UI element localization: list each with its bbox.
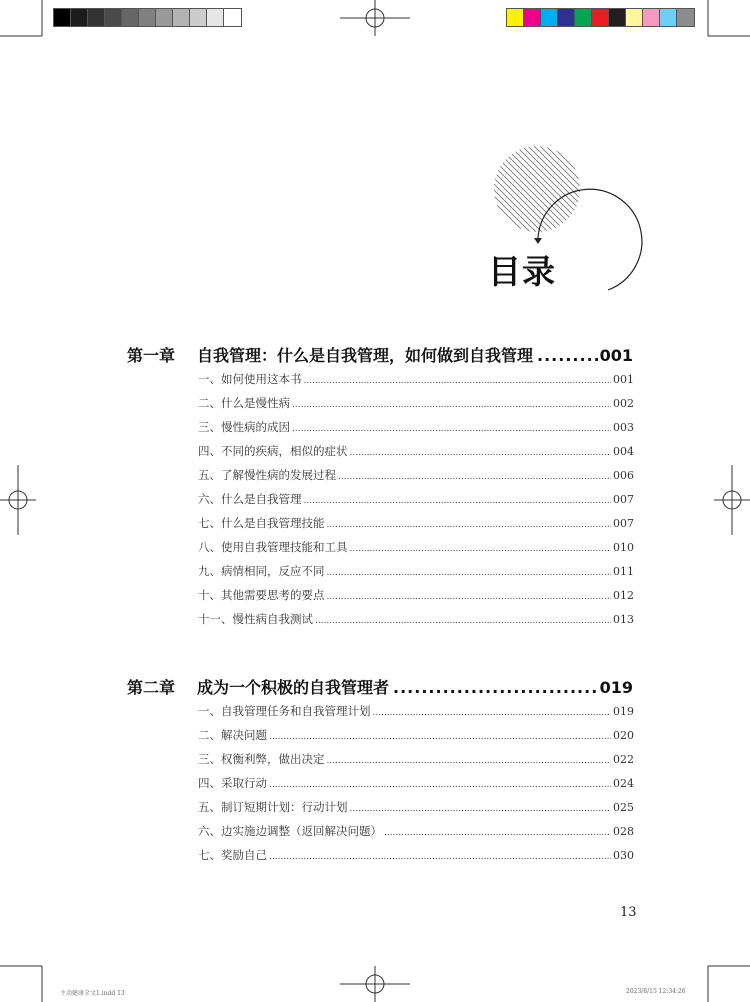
entry-page: 002	[613, 397, 634, 410]
toc-entry[interactable]	[198, 799, 634, 819]
dot-leader	[327, 756, 612, 766]
toc-entry[interactable]	[198, 727, 634, 747]
gray-swatch	[88, 9, 105, 26]
dot-leader	[304, 496, 612, 506]
entry-title: 二、什么是慢性病	[198, 396, 290, 410]
color-swatch	[524, 9, 541, 26]
page-title: 目录	[488, 252, 556, 291]
color-swatch	[507, 9, 524, 26]
toc-entry[interactable]	[198, 823, 634, 843]
entry-page: 019	[613, 705, 634, 718]
gray-swatch	[173, 9, 190, 26]
entry-title: 四、采取行动	[198, 776, 267, 790]
color-swatch	[592, 9, 609, 26]
gray-swatch	[105, 9, 122, 26]
entry-title: 三、慢性病的成因	[198, 420, 290, 434]
toc-entry[interactable]	[198, 751, 634, 771]
dot-leader	[292, 424, 611, 434]
entry-title: 七、什么是自我管理技能	[198, 516, 325, 530]
slug-date: 2023/8/15 12:34:26	[626, 988, 686, 995]
entry-page: 024	[613, 777, 634, 790]
entry-page: 007	[613, 493, 634, 506]
dot-leader	[327, 520, 612, 530]
entry-page: 004	[613, 445, 634, 458]
dot-leader	[269, 732, 611, 742]
gray-swatch	[207, 9, 224, 26]
color-swatch	[609, 9, 626, 26]
color-swatch	[575, 9, 592, 26]
toc-entry[interactable]	[198, 563, 634, 583]
entry-page: 006	[613, 469, 634, 482]
entry-title: 十、其他需要思考的要点	[198, 588, 325, 602]
dot-leader	[393, 678, 598, 697]
dot-leader	[269, 780, 611, 790]
slug-file: 主动健康全文1.indd 13	[60, 990, 125, 997]
color-swatch	[660, 9, 677, 26]
entry-page: 020	[613, 729, 634, 742]
dot-leader	[537, 346, 598, 365]
toc-entry[interactable]	[198, 443, 634, 463]
entry-page: 022	[613, 753, 634, 766]
entry-title: 七、奖励自己	[198, 848, 267, 862]
entry-page: 013	[613, 613, 634, 626]
entry-title: 八、使用自我管理技能和工具	[198, 540, 348, 554]
gray-swatch	[224, 9, 241, 26]
toc-entry[interactable]	[198, 395, 634, 415]
entry-title: 二、解决问题	[198, 728, 267, 742]
entry-page: 010	[613, 541, 634, 554]
toc-entry[interactable]	[198, 775, 634, 795]
entry-title: 一、如何使用这本书	[198, 372, 302, 386]
color-swatch	[558, 9, 575, 26]
gray-swatch	[71, 9, 88, 26]
entry-title: 九、病情相同，反应不同	[198, 564, 325, 578]
dot-leader	[338, 472, 611, 482]
entry-page: 028	[613, 825, 634, 838]
chapter-heading[interactable]	[127, 675, 633, 699]
gray-swatch	[122, 9, 139, 26]
entry-page: 011	[613, 565, 634, 578]
toc-entry[interactable]	[198, 491, 634, 511]
entry-page: 025	[613, 801, 634, 814]
entry-page: 012	[613, 589, 634, 602]
toc-entry[interactable]	[198, 467, 634, 487]
dot-leader	[315, 616, 611, 626]
gray-swatch	[156, 9, 173, 26]
entry-page: 001	[613, 373, 634, 386]
entry-page: 003	[613, 421, 634, 434]
toc-entry[interactable]	[198, 419, 634, 439]
entry-title: 六、什么是自我管理	[198, 492, 302, 506]
dot-leader	[292, 400, 611, 410]
entry-page: 030	[613, 849, 634, 862]
chapter-heading[interactable]	[127, 343, 633, 367]
chapter-title: 成为一个积极的自我管理者	[197, 678, 390, 697]
gray-swatch	[54, 9, 71, 26]
dot-leader	[350, 448, 612, 458]
chapter-title: 自我管理：什么是自我管理，如何做到自我管理	[197, 346, 534, 365]
entry-title: 六、边实施边调整（返回解决问题）	[198, 824, 382, 838]
dot-leader	[384, 828, 611, 838]
chapter-page: 001	[599, 346, 633, 365]
toc-entry[interactable]	[198, 611, 634, 631]
toc-entry[interactable]	[198, 371, 634, 391]
color-swatch	[643, 9, 660, 26]
toc-entry[interactable]	[198, 587, 634, 607]
chapter-number: 第二章	[127, 678, 176, 697]
dot-leader	[373, 708, 612, 718]
entry-title: 五、制订短期计划：行动计划	[198, 800, 348, 814]
chapter-page: 019	[599, 678, 633, 697]
toc-entry[interactable]	[198, 703, 634, 723]
dot-leader	[350, 544, 612, 554]
entry-page: 007	[613, 517, 634, 530]
dot-leader	[327, 568, 612, 578]
gray-swatch	[139, 9, 156, 26]
toc-entry[interactable]	[198, 539, 634, 559]
color-swatch	[541, 9, 558, 26]
gray-swatch-bar	[53, 8, 242, 27]
entry-title: 五、了解慢性病的发展过程	[198, 468, 336, 482]
dot-leader	[269, 852, 611, 862]
entry-title: 一、自我管理任务和自我管理计划	[198, 704, 371, 718]
page-number: 13	[620, 905, 637, 920]
toc-entry[interactable]	[198, 515, 634, 535]
toc-entry[interactable]	[198, 847, 634, 867]
dot-leader	[350, 804, 612, 814]
color-swatch	[677, 9, 694, 26]
gray-swatch	[190, 9, 207, 26]
dot-leader	[327, 592, 612, 602]
dot-leader	[304, 376, 612, 386]
entry-title: 三、权衡利弊，做出决定	[198, 752, 325, 766]
color-swatch-bar	[506, 8, 695, 27]
color-swatch	[626, 9, 643, 26]
entry-title: 四、不同的疾病，相似的症状	[198, 444, 348, 458]
chapter-number: 第一章	[127, 346, 176, 365]
entry-title: 十一、慢性病自我测试	[198, 612, 313, 626]
